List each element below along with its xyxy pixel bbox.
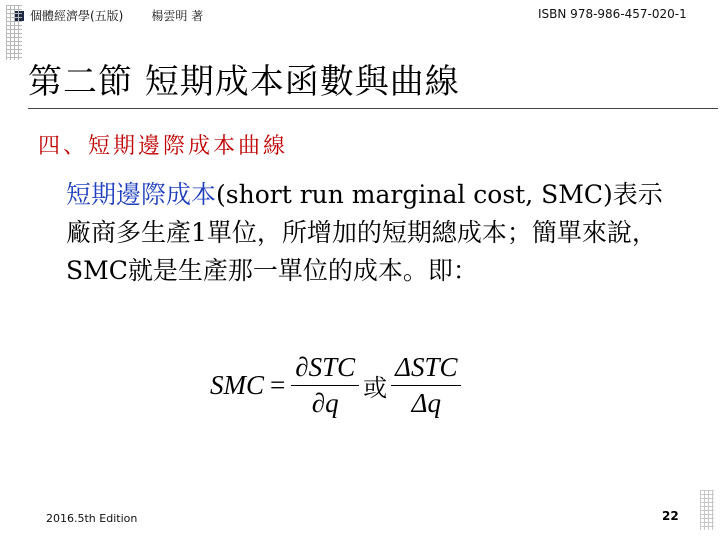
fraction-denominator: ∂q [311,388,339,418]
bottom-grid-decoration [700,490,714,530]
fraction-numerator: ∂STC [295,352,356,382]
body-text-rest: (short run marginal cost, SMC)表示廠商多生產1單位，所增加的短期總成本；簡單來說，SMC就是生產那一單位的成本。即： [66,180,663,285]
smc-formula [210,352,461,419]
slide-title: 第二節 短期成本函數與曲線 [28,62,460,102]
fraction-numerator: ΔSTC [395,352,458,382]
grid-decoration [6,5,22,60]
fraction-denominator: Δq [411,388,441,418]
page-number: 22 [662,509,679,523]
slide-header [0,0,720,30]
isbn: ISBN 978-986-457-020-1 [538,7,687,21]
author: 楊雲明 著 [151,9,204,23]
title-divider [28,108,718,109]
fraction-bar [391,385,461,386]
formula-fraction-partial [291,352,359,419]
fraction-bar [291,385,359,386]
header-left [14,7,203,24]
formula-fraction-delta [391,352,461,419]
book-title: 個體經濟學(五版) [30,9,124,23]
body-paragraph [66,176,686,290]
formula-lhs: SMC [210,370,264,400]
section-subheading: 四、短期邊際成本曲線 [38,134,289,159]
formula-or: 或 [363,374,388,402]
formula-equals: = [270,370,286,400]
edition-label: 2016.5th Edition [46,512,138,525]
body-term: 短期邊際成本 [66,180,217,209]
